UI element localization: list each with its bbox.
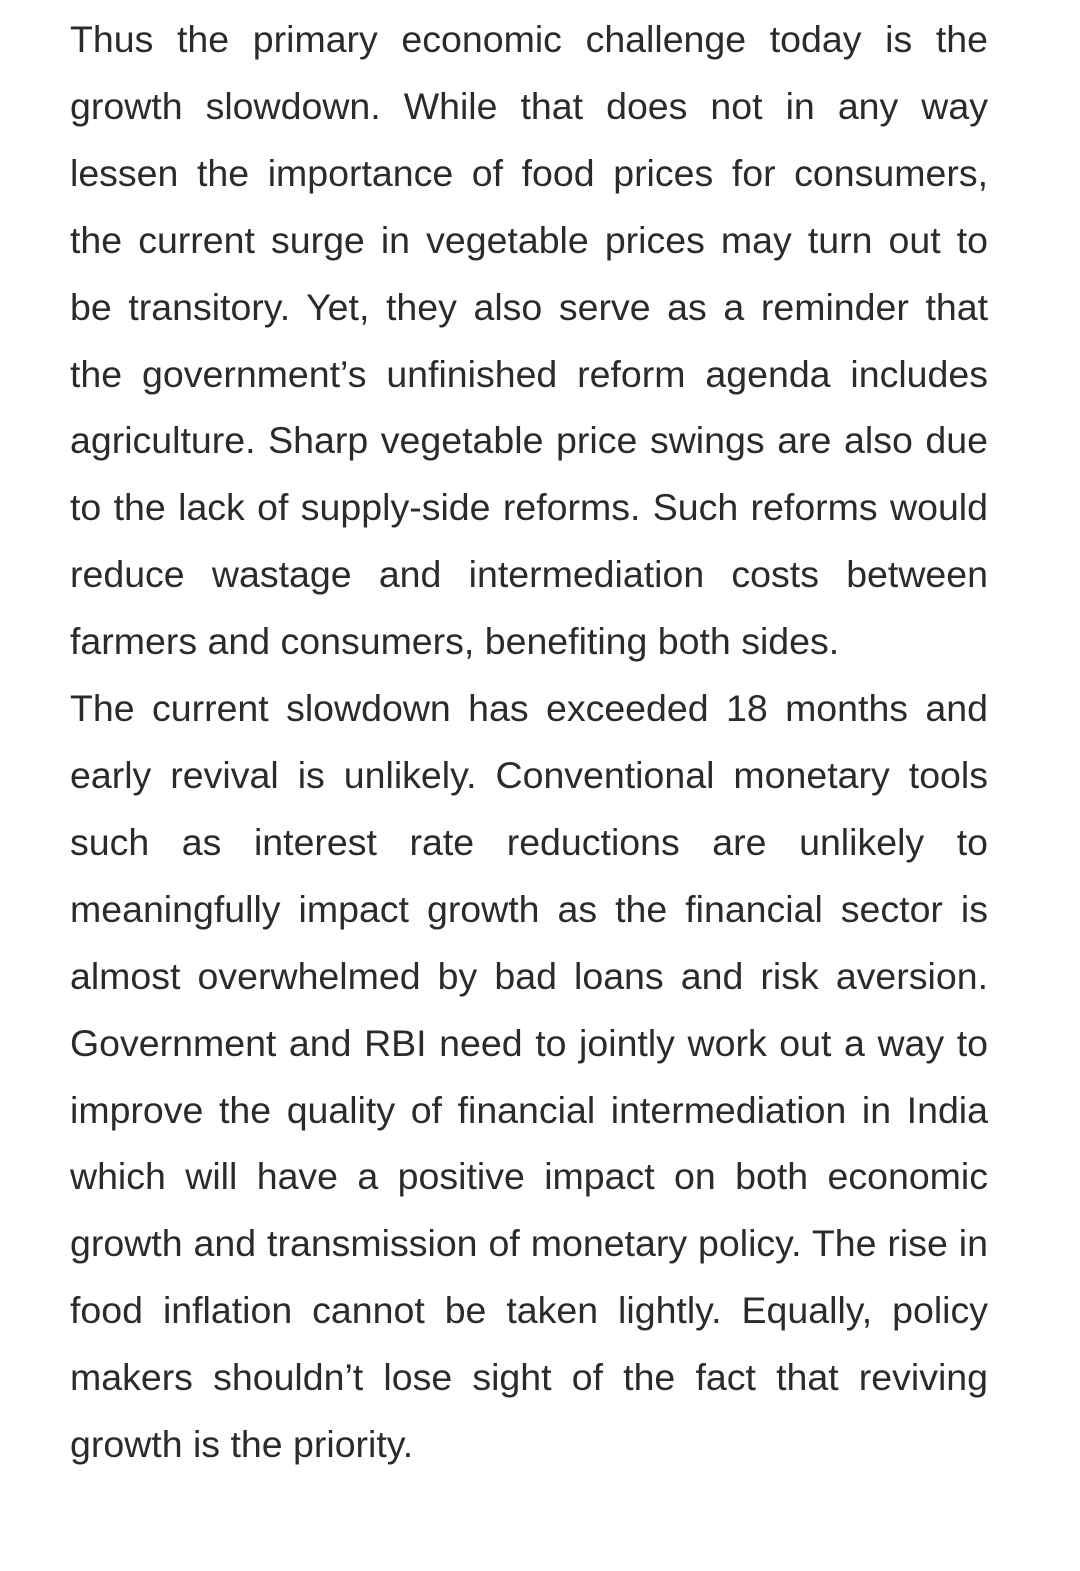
article-body bbox=[70, 6, 988, 1478]
paragraph-policy-priority: The current slowdown has exceeded 18 months and early revival is unlikely. Conventional monetary tools such as interest rate reductions are unlikely to meaningfully impact growth as the financial sector is almost overwhelmed by bad loans and risk aversion. Government and RBI need to jointly work out a way to improve the quality of financial intermediation in India which will have a positive impact on both economic growth and transmission of monetary policy. The rise in food inflation cannot be taken lightly. Equally, policy makers shouldn’t lose sight of the fact that reviving growth is the priority. bbox=[70, 687, 988, 1466]
paragraph-growth-slowdown: Thus the primary economic challenge today is the growth slowdown. While that does not in any way lessen the importance of food prices for consumers, the current surge in vegetable prices may turn out to be transitory. Yet, they also serve as a reminder that the government’s unfinished reform agenda includes agriculture. Sharp vegetable price swings are also due to the lack of supply-side reforms. Such reforms would reduce wastage and intermediation costs between farmers and consumers, benefiting both sides. bbox=[70, 18, 988, 663]
